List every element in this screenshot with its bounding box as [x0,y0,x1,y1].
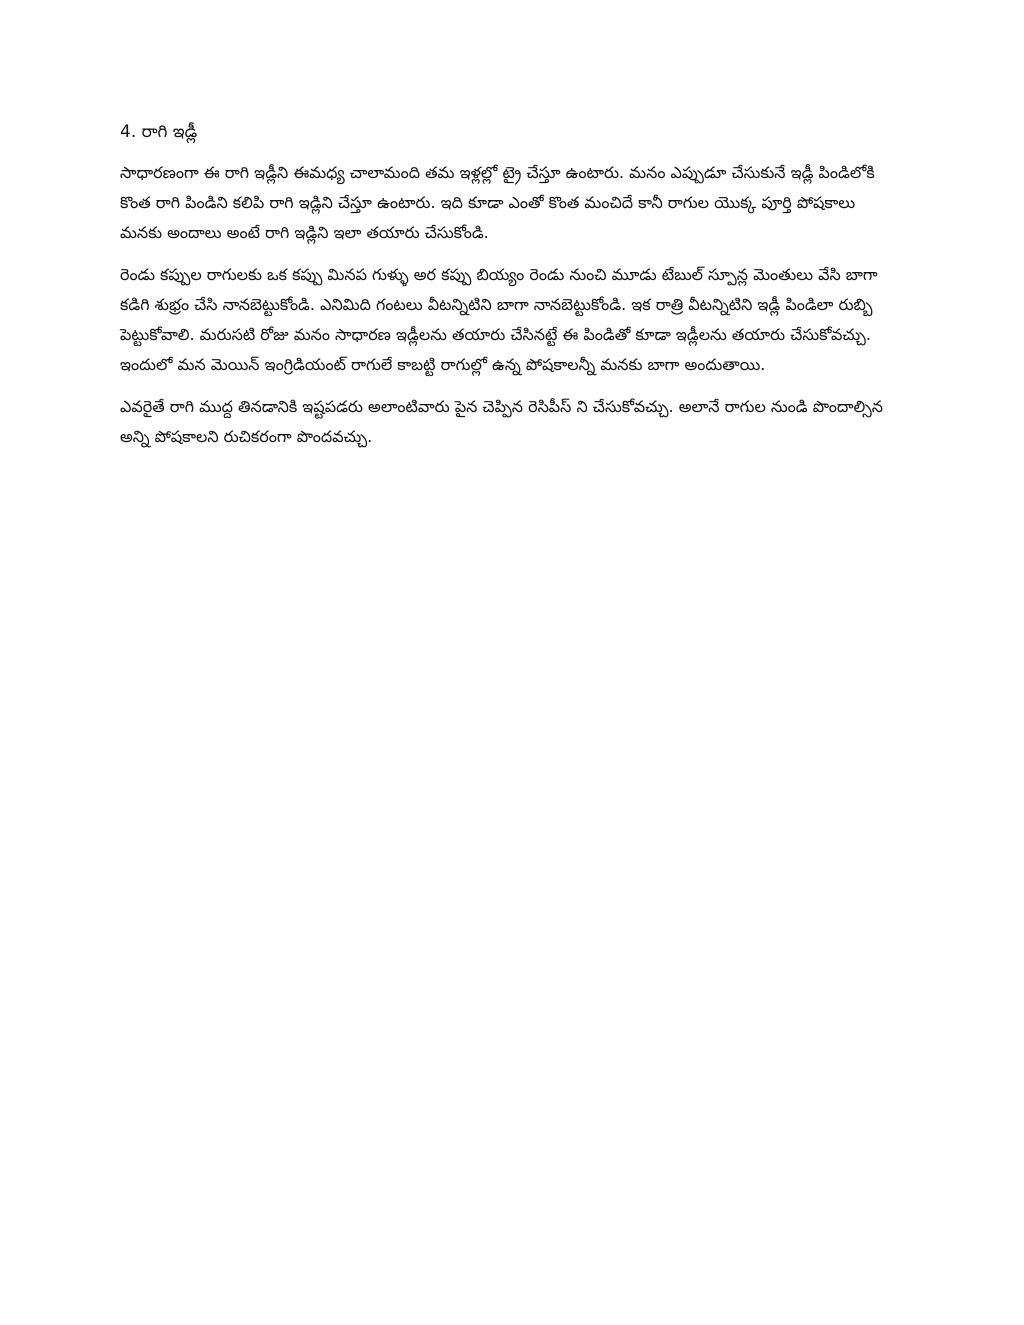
recipe-heading: 4. రాగి ఇడ్లీ [120,122,198,142]
document-body [120,118,890,464]
intro-paragraph: సాధారణంగా ఈ రాగి ఇడ్లీని ఈమధ్య చాలామంది తమ ఇళ్లల్లో ట్రై చేస్తూ ఉంటారు. మనం ఎప్పుడూ చేసుకునే ఇడ్లీ పిండిలోకి కొంత రాగి పిండిని కలిపి రాగి ఇడ్లిని చేస్తూ ఉంటారు. ఇది కూడా ఎంతో కొంత మంచిదే కానీ రాగుల యొక్క పూర్తి పోషకాలు మనకు అందాలు అంటే రాగి ఇడ్లిని ఇలా తయారు చేసుకోండి. [120,163,875,242]
conclusion-paragraph: ఎవరైతే రాగి ముద్ద తినడానికి ఇష్టపడరు అలాంటివారు పైన చెప్పిన రెసిపీస్ ని చేసుకోవచ్చు. అలానే రాగుల నుండి పొందాల్సిన అన్ని పోషకాలని రుచికరంగా పొందవచ్చు. [120,397,884,446]
preparation-paragraph: రెండు కప్పుల రాగులకు ఒక కప్పు మినప గుళ్ళు అర కప్పు బియ్యం రెండు నుంచి మూడు టేబుల్ స్పూన్ల మెంతులు వేసి బాగా కడిగి శుభ్రం చేసి నానబెట్టుకోండి. ఎనిమిది గంటలు వీటన్నిటిని బాగా నానబెట్టుకోండి. ఇక రాత్రి వీటన్నిటిని ఇడ్లీ పిండిలా రుబ్బి పెట్టుకోవాలి. మరుసటి రోజు మనం సాధారణ ఇడ్లీలను తయారు చేసినట్టే ఈ పిండితో కూడా ఇడ్లీలను తయారు చేసుకోవచ్చు. ఇందులో మన మెయిన్ ఇంగ్రిడియంట్ రాగులే కాబట్టి రాగుల్లో ఉన్న పోషకాలన్నీ మనకు బాగా అందుతాయి. [120,265,878,374]
